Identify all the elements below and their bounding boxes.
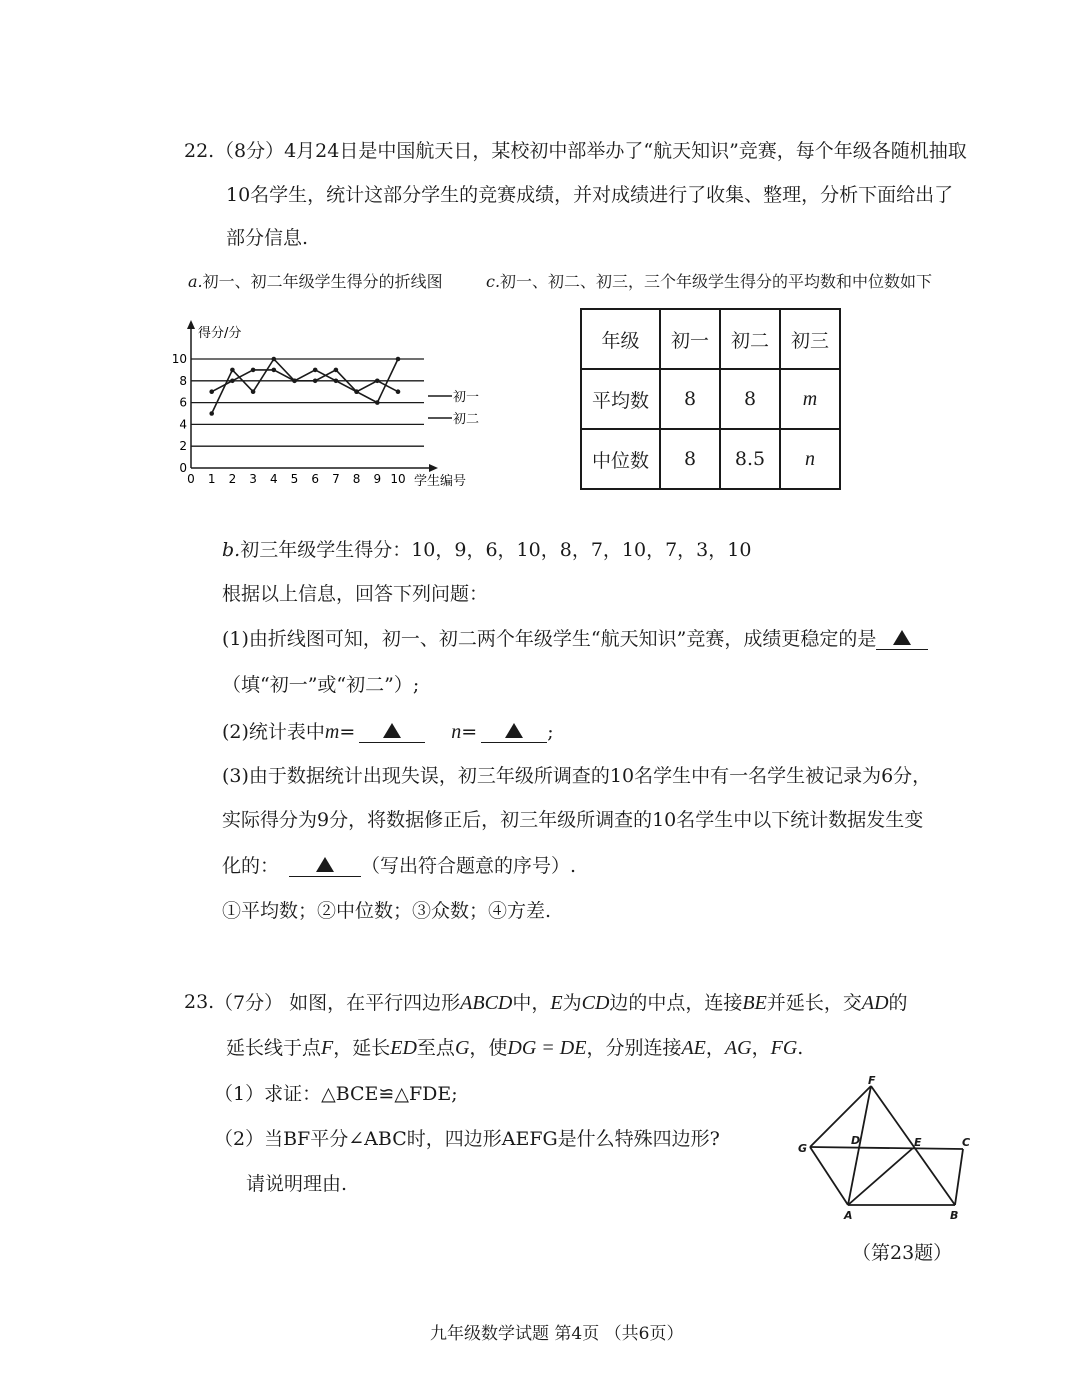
score-line-chart [168,318,508,496]
chart-legend [428,390,479,427]
caption-a-label: a. [188,272,203,291]
table-cell: 8 [720,369,780,429]
data-point [209,389,214,394]
part3-hint: （写出符合题意的序号）. [361,855,577,877]
answer-blank-1[interactable] [876,630,928,650]
y-tick-label: 4 [179,417,187,432]
table-header-cell: 初一 [660,309,720,369]
q23-text: 至点 [416,1037,455,1059]
q22-intro-line3: 部分信息. [226,227,309,249]
y-tick-label: 2 [179,439,187,454]
table-cell: 8 [660,429,720,489]
q23-period: . [797,1037,804,1059]
y-tick-label: 8 [179,373,187,388]
x-tick-label: 9 [373,472,382,486]
data-point [230,379,235,384]
caption-c-label: c. [486,272,501,291]
table-cell [780,369,840,429]
blank-marker-icon [383,723,401,738]
table-header-cell: 年级 [581,309,660,369]
caption-a-text: 初一、初二年级学生得分的折线图 [202,272,443,291]
y-axis-label: 得分/分 [198,326,242,341]
answer-blank-n[interactable] [481,723,547,743]
x-tick-label: 10 [390,472,406,486]
x-tick-label: 4 [269,472,278,486]
q23-text: ，延长 [333,1037,391,1059]
q23-text: 并延长，交 [766,992,862,1014]
q23-part1: （1）求证：△BCE≌△FDE; [214,1083,458,1105]
point-label-G: G [798,1142,808,1155]
x-tick-label: 7 [332,472,340,486]
blank-marker-icon [316,857,334,872]
data-point [396,389,401,394]
part1-text: (1)由折线图可知，初一、初二两个年级学生“航天知识”竞赛，成绩更稳定的是 [222,628,877,650]
x-tick-label: 5 [290,472,299,486]
caption-c-text: 初一、初二、初三，三个年级学生得分的平均数和中位数如下 [500,272,933,291]
semicolon: ; [547,721,554,743]
point-label-F: F [868,1074,876,1087]
part3-text: 化的： [222,855,280,877]
q22-options: ①平均数；②中位数；③众数；④方差. [222,900,552,922]
q23-part2-cont: 请说明理由. [246,1173,348,1195]
segment-GA [810,1147,848,1205]
chart-series [209,357,400,416]
q22-part3-line1: (3)由于数据统计出现失误，初三年级所调查的10名学生中有一名学生被记录为6分， [222,765,932,787]
q22-part3-line2: 实际得分为9分，将数据修正后，初三年级所调查的10名学生中以下统计数据发生变 [222,809,924,831]
q23-comma: ， [705,1037,725,1059]
q23-comma: ， [751,1037,771,1059]
q23-part2: （2）当BF平分∠ABC时，四边形AEFG是什么特殊四边形? [214,1128,720,1150]
figure-caption: （第23题） [852,1242,953,1264]
sym-DG-eq-DE: DG = DE [507,1037,587,1059]
q23-text: （7分） 如图，在平行四边形 [214,992,461,1014]
x-tick-label: 3 [249,472,257,486]
stats-table [580,308,841,490]
sym-FG: FG [770,1037,798,1059]
q22-intro-line2: 10名学生，统计这部分学生的竞赛成绩，并对成绩进行了收集、整理，分析下面给出了 [226,184,954,206]
data-point [272,368,277,373]
table-header-cell: 初三 [780,309,840,369]
table-row [581,429,840,489]
data-point [313,379,318,384]
q23-text: ，分别连接 [586,1037,682,1059]
var-m: m [802,387,818,410]
point-label-C: C [962,1136,971,1149]
y-axis-arrow [187,320,195,329]
info-b-text: 初三年级学生得分：10，9，6，10，8，7，10，7，3，10 [240,539,752,561]
y-tick-label: 10 [171,352,187,366]
x-tick-label: 8 [352,472,361,486]
q22-part2 [222,722,554,743]
sym-G: G [454,1037,470,1059]
var-n: n [451,721,462,743]
sym-CD: CD [581,992,610,1014]
legend-label: 初一 [453,390,480,405]
data-point [396,357,401,362]
q22-info-b [222,541,751,560]
point-label-D: D [851,1134,861,1147]
table-header-row [581,309,840,369]
geometry-figure [795,1074,980,1224]
var-n: n [805,447,815,470]
sym-BE: BE [742,992,767,1014]
sym-ED: ED [390,1037,417,1059]
q23-text: 延长线于点 [226,1037,322,1059]
blank-marker-icon [505,723,523,738]
data-point [354,389,359,394]
chart-grid [191,359,424,446]
q22-part1-cont: （填“初一”或“初二”）; [222,674,420,696]
table-cell: 8.5 [720,429,780,489]
sym-E: E [550,992,563,1014]
q23-line1 [214,993,908,1013]
q23-text: ，使 [469,1037,508,1059]
q22-prompt: 根据以上信息，回答下列问题： [222,583,489,605]
q22-part3-line3 [222,857,576,877]
table-cell [780,429,840,489]
blank-marker-icon [893,630,911,645]
table-cell: 8 [660,369,720,429]
table-caption-c [486,274,932,290]
sym-AD: AD [861,992,889,1014]
x-axis-label: 学生编号 [414,474,467,489]
point-label-E: E [914,1136,922,1149]
q22-part1 [222,630,928,650]
x-tick-label: 2 [228,472,237,486]
data-point [292,379,297,384]
data-point [375,379,380,384]
sym-F: F [321,1037,334,1059]
x-tick-label: 0 [187,472,195,486]
data-point [251,389,256,394]
answer-blank-m[interactable] [359,723,425,743]
q23-text: 边的中点，连接 [609,992,743,1014]
data-point [375,400,380,405]
series-line-2 [212,359,398,414]
data-point [272,357,277,362]
sym-AG: AG [724,1037,752,1059]
chart-caption-a [188,274,443,290]
info-b-label: b. [222,539,241,561]
segment-BC [955,1149,963,1205]
part2-text: (2)统计表中 [222,721,325,743]
sym-AE: AE [681,1037,706,1059]
var-m: m [324,721,340,743]
data-point [230,368,235,373]
y-tick-label: 0 [179,461,187,475]
q23-text: 中， [512,992,551,1014]
table-row-label: 平均数 [581,369,660,429]
table-header-cell: 初二 [720,309,780,369]
equals-sign: = [461,721,478,743]
chart-tick-labels [172,352,406,486]
y-tick-label: 6 [179,395,187,410]
segment-GC [810,1147,963,1149]
q22-intro-line1: （8分）4月24日是中国航天日，某校初中部举办了“航天知识”竞赛，每个年级各随机抽取 [215,140,967,162]
page-footer: 九年级数学试题 第4页 （共6页） [430,1324,684,1344]
data-point [313,368,318,373]
sym-ABCD: ABCD [460,992,513,1014]
q23-text: 的 [888,992,908,1014]
x-tick-label: 6 [311,472,320,486]
table-row-label: 中位数 [581,429,660,489]
table-row [581,369,840,429]
x-tick-label: 1 [207,472,216,486]
data-point [209,411,214,416]
data-point [251,368,256,373]
data-point [334,368,339,373]
q23-text: 为 [562,992,582,1014]
segment-FB [871,1086,955,1205]
data-point [334,379,339,384]
point-label-B: B [950,1209,959,1222]
q23-number: 23. [184,991,215,1013]
answer-blank-3[interactable] [289,857,361,877]
q22-number: 22. [184,140,215,162]
point-label-A: A [844,1209,853,1222]
q23-line2 [226,1038,803,1058]
x-axis-arrow [429,464,438,472]
equals-sign: = [339,721,356,743]
legend-label: 初二 [453,412,480,427]
